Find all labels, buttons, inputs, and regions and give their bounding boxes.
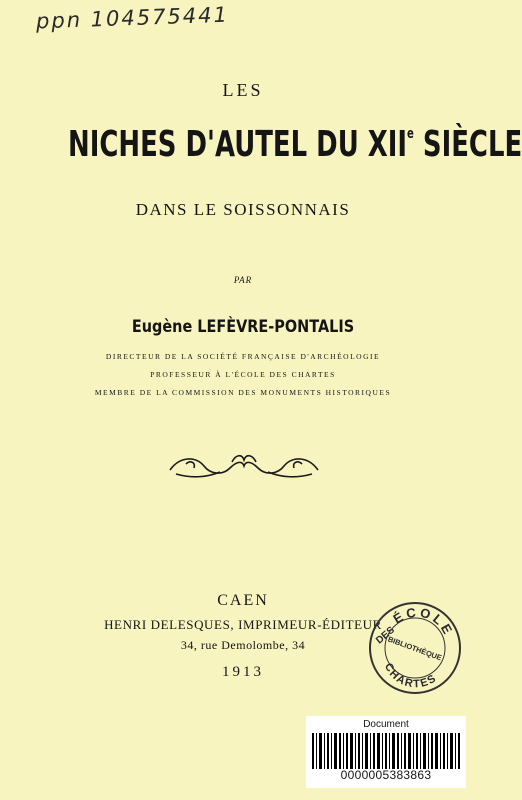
main-title-text: NICHES D'AUTEL DU XII (68, 124, 408, 165)
stamp-center-text: BIBLIOTHÈQUE (386, 634, 443, 663)
by-label: PAR (233, 275, 253, 285)
title-article: LES (222, 80, 264, 100)
document-number: 0000005383863 (340, 768, 432, 782)
decorative-flourish-icon (166, 448, 322, 484)
handwritten-catalog-note: ppn 104575441 (35, 2, 230, 34)
subtitle: DANS LE SOISSONNAIS (135, 200, 351, 219)
publication-year: 1913 (222, 664, 264, 680)
stamp-bottom-text: CHARTES (381, 661, 440, 691)
stamp-top-text: ÉCOLE (390, 604, 457, 639)
author-role-3: MEMBRE DE LA COMMISSION DES MONUMENTS HISTORIQUES (94, 388, 392, 397)
main-title (68, 124, 522, 165)
author-role-2: PROFESSEUR À L'ÉCOLE DES CHARTES (150, 370, 336, 379)
publisher-name: HENRI DELESQUES, IMPRIMEUR-ÉDITEUR (104, 617, 382, 632)
publisher-address: 34, rue Demolombe, 34 (180, 638, 306, 652)
svg-text:ÉCOLE (391, 604, 457, 639)
main-title-superscript: e (407, 126, 414, 142)
barcode-label (306, 716, 466, 788)
library-stamp-icon (367, 600, 463, 696)
publication-city: CAEN (217, 592, 269, 609)
author-name: Eugène LEFÈVRE-PONTALIS (131, 317, 355, 337)
main-title-end: SIÈCLE (413, 124, 522, 165)
stamp-left-text: DES (374, 624, 397, 647)
document-type-label: Document (363, 719, 409, 730)
barcode-icon (312, 733, 460, 769)
author-role-1: DIRECTEUR DE LA SOCIÉTÉ FRANÇAISE D'ARCHÉOLOGIE (105, 352, 381, 361)
